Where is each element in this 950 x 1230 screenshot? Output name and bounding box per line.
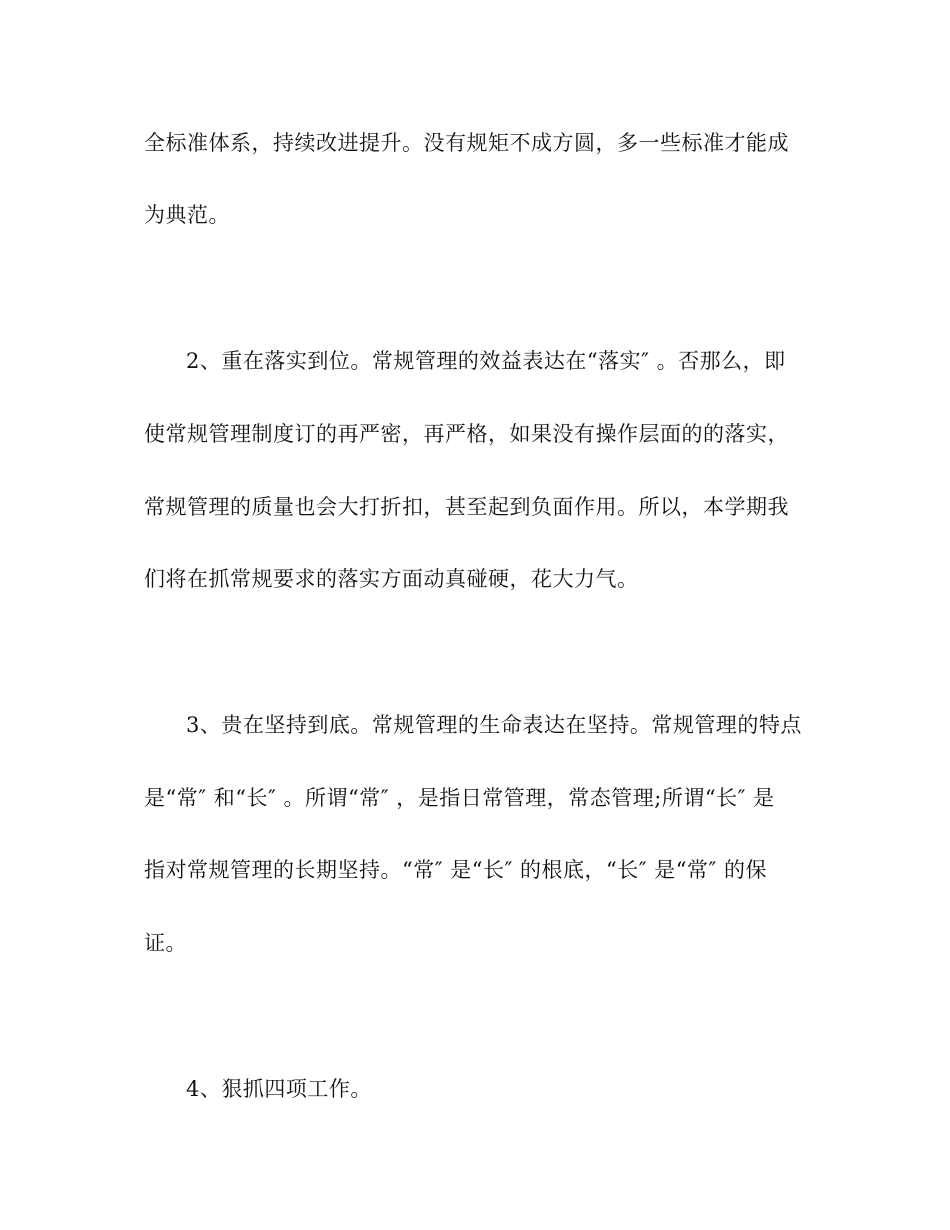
paragraph-3-line-4: 证。 — [144, 931, 187, 955]
paragraph-3-line-1: 3、贵在坚持到底。常规管理的生命表达在坚持。常规管理的特点 — [186, 713, 802, 737]
paragraph-3-line-2: 是“常″ 和“长″ 。所谓“常″ ，是指日常管理，常态管理;所谓“长″ 是 — [144, 786, 775, 810]
paragraph-3-line-3: 指对常规管理的长期坚持。“常″ 是“长″ 的根底，“长″ 是“常″ 的保 — [144, 858, 768, 882]
paragraph-2-line-1: 2、重在落实到位。常规管理的效益表达在“落实″ 。否那么，即 — [186, 349, 786, 373]
paragraph-1-line-2: 为典范。 — [144, 203, 230, 227]
paragraph-2-line-3: 常规管理的质量也会大打折扣，甚至起到负面作用。所以，本学期我 — [144, 495, 789, 519]
paragraph-1-line-1: 全标准体系，持续改进提升。没有规矩不成方圆，多一些标准才能成 — [144, 131, 789, 155]
paragraph-4-line-1: 4、狠抓四项工作。 — [186, 1077, 372, 1101]
paragraph-2-line-4: 们将在抓常规要求的落实方面动真碰硬，花大力气。 — [144, 567, 639, 591]
paragraph-2-line-2: 使常规管理制度订的再严密，再严格，如果没有操作层面的的落实， — [144, 422, 789, 446]
